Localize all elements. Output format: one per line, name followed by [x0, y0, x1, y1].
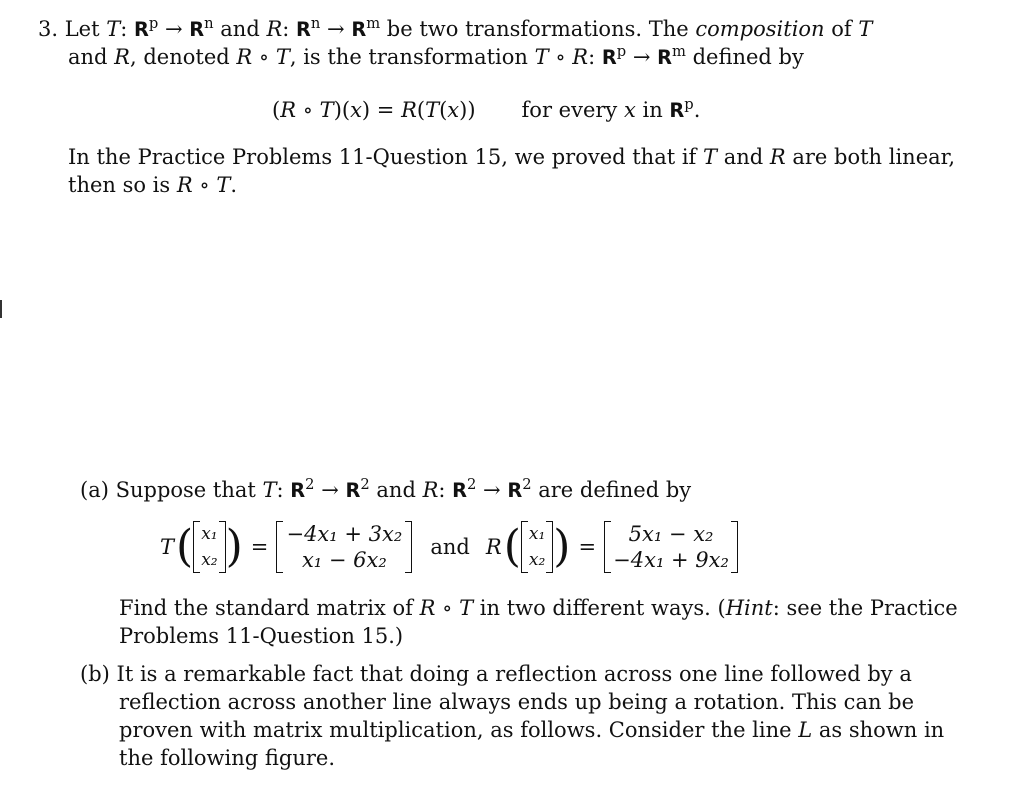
- practice-line-1: In the Practice Problems 11-Question 15, we proved that if T and R are both linear,: [68, 145, 956, 169]
- part-b-line-2: reflection across another line always ends up being a rotation. This can be: [119, 690, 915, 714]
- part-b-line-4: the following figure.: [119, 746, 336, 770]
- part-a-find-line-1: Find the standard matrix of R ∘ T in two different ways. (Hint: see the Practice: [119, 596, 958, 620]
- problem-line-2: and R, denoted R ∘ T, is the transformation T ∘ R: $R^p \to R^m$ defined by: [68, 43, 804, 70]
- composition-term: composition: [695, 17, 825, 42]
- part-b-line-1: (b) It is a remarkable fact that doing a reflection across one line followed by a: [80, 662, 912, 686]
- transformation-definitions: T ( x₁ x₂ ) = −4x₁ + 3x₂ x₁ − 6x₂ and R ( x₁ x₂ ) = 5x₁ − x₂ −4x₁ + 9x₂: [160, 516, 738, 578]
- part-a-intro: (a) Suppose that T: $R^2 \to R^2$ and R: $R^2 \to R^2$ are defined by: [80, 476, 692, 503]
- problem-number: 3.: [38, 17, 59, 42]
- composition-definition: (R ∘ T)(x) = R(T(x)) for every x in $R^p$.: [272, 96, 701, 123]
- practice-line-2: then so is R ∘ T.: [68, 173, 238, 197]
- part-b-label: (b): [80, 662, 110, 686]
- part-b-line-3: proven with matrix multiplication, as follows. Consider the line L as shown in: [119, 718, 945, 742]
- R-output-vector: 5x₁ − x₂ −4x₁ + 9x₂: [604, 521, 738, 573]
- input-vector-R: x₁ x₂: [521, 521, 553, 573]
- margin-mark: [0, 300, 8, 318]
- T-output-vector: −4x₁ + 3x₂ x₁ − 6x₂: [276, 521, 412, 573]
- part-a-label: (a): [80, 478, 109, 503]
- problem-line-1: 3. Let T: $R^p \to R^n$ and R: $R^n \to R^m$ be two transformations. The composition of T: [38, 15, 873, 42]
- part-a-find-line-2: Problems 11-Question 15.): [119, 624, 404, 648]
- input-vector-T: x₁ x₂: [193, 521, 225, 573]
